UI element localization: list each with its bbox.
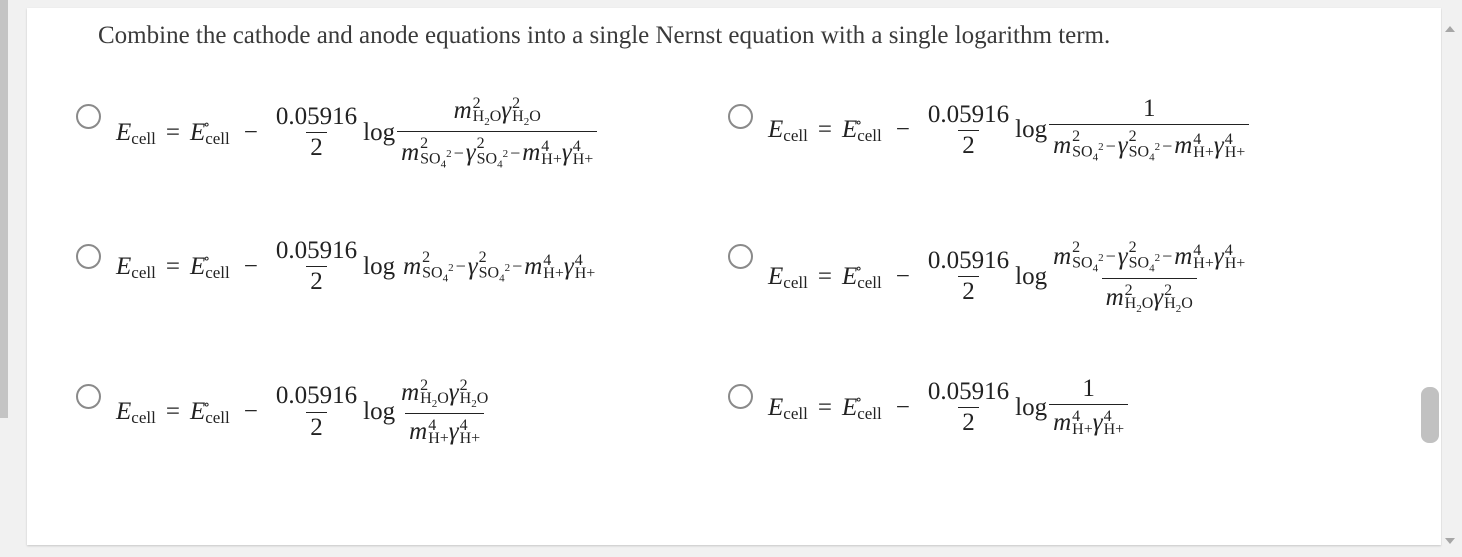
option-equation-a: E cell = E ∘ cell − $\frac{0.05916}{2}$ log m 2 $H_2O$ γ 2 $H_2O$ m 2 $SO_4^2$ − γ 2 $SO_4^2$ − m 4 H+ γ 4 H+ [116,94,597,172]
vertical-scrollbar[interactable] [1442,8,1462,545]
option-equation-c: E cell = E ∘ cell − $\frac{0.05916}{2}$ log m 2 $SO_4^2$ − γ 2 $SO_4^2$ − m 4 H+ γ 4 H+ [116,237,596,296]
option-radio-e[interactable] [76,384,101,409]
window-left-edge [0,0,8,418]
option-radio-b[interactable] [728,104,753,129]
option-equation-f: E cell = E ∘ cell − $\frac{0.05916}{2}$ log 1 m 4 H+ γ 4 H+ [768,376,1128,439]
question-prompt: Combine the cathode and anode equations into a single Nernst equation with a single logarithm term. [98,22,1111,49]
option-radio-f[interactable] [728,384,753,409]
scroll-down-arrow-icon[interactable] [1445,538,1455,544]
option-equation-d: E cell = E ∘ cell − $\frac{0.05916}{2}$ log m 2 $SO_4^2$ − γ 2 $SO_4^2$ − m 4 H+ γ 4 H+ m 2 $H_2O$ γ 2 $H_2O$ [768,239,1246,315]
option-equation-b: E cell = E ∘ cell − $\frac{0.05916}{2}$ log 1 m 2 $SO_4^2$ − γ 2 $SO_4^2$ − m 4 H+ γ 4 H+ [768,96,1249,165]
scroll-up-arrow-icon[interactable] [1445,26,1455,32]
option-radio-a[interactable] [76,104,101,129]
option-radio-c[interactable] [76,244,101,269]
option-equation-e: E cell = E ∘ cell − $\frac{0.05916}{2}$ log m 2 $H_2O$ γ 2 $H_2O$ m 4 H+ γ 4 H+ [116,377,489,448]
scrollbar-thumb[interactable] [1421,387,1439,443]
option-radio-d[interactable] [728,244,753,269]
